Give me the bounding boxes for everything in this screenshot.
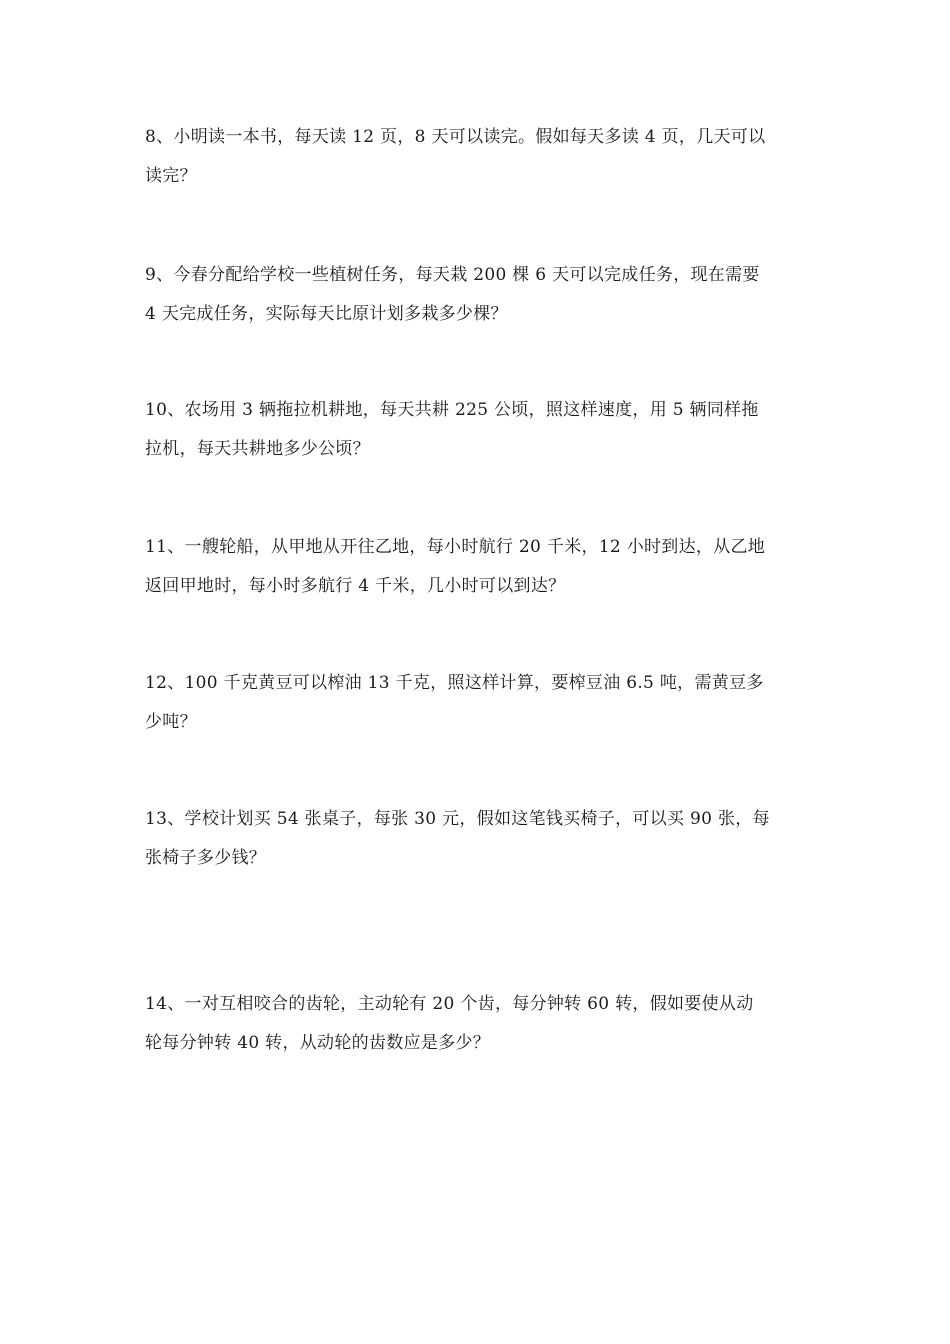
problem-12 [145, 664, 810, 742]
problem-10-line-2: 拉机，每天共耕地多少公顷？ [145, 439, 370, 459]
problem-11-line-2: 返回甲地时，每小时多航行 4 千米，几小时可以到达？ [145, 576, 566, 596]
problem-8-line-1: 8、小明读一本书，每天读 12 页，8 天可以读完。假如每天多读 4 页，几天可以 [145, 127, 766, 147]
problem-13 [145, 800, 810, 878]
problem-11 [145, 528, 810, 606]
problem-9-line-2: 4 天完成任务，实际每天比原计划多栽多少棵？ [145, 304, 508, 324]
problem-13-line-2: 张椅子多少钱？ [145, 848, 267, 868]
problem-12-line-1: 12、100 千克黄豆可以榨油 13 千克，照这样计算，要榨豆油 6.5 吨，需黄豆多 [145, 673, 764, 693]
problem-14-line-1: 14、一对互相咬合的齿轮，主动轮有 20 个齿，每分钟转 60 转，假如要使从动 [145, 994, 754, 1014]
problem-8-line-2: 读完？ [145, 166, 197, 186]
problem-14 [145, 985, 810, 1063]
problem-9 [145, 256, 810, 334]
problem-10-line-1: 10、农场用 3 辆拖拉机耕地，每天共耕 225 公顷，照这样速度，用 5 辆同样拖 [145, 400, 759, 420]
problem-12-line-2: 少吨？ [145, 712, 197, 732]
problem-11-line-1: 11、一艘轮船，从甲地从开往乙地，每小时航行 20 千米，12 小时到达，从乙地 [145, 537, 766, 557]
problem-10 [145, 391, 810, 469]
problem-13-line-1: 13、学校计划买 54 张桌子，每张 30 元，假如这笔钱买椅子，可以买 90 张，每 [145, 809, 770, 829]
problem-9-line-1: 9、今春分配给学校一些植树任务，每天栽 200 棵 6 天可以完成任务，现在需要 [145, 265, 760, 285]
problem-14-line-2: 轮每分钟转 40 转，从动轮的齿数应是多少？ [145, 1033, 491, 1053]
problem-8 [145, 118, 810, 196]
